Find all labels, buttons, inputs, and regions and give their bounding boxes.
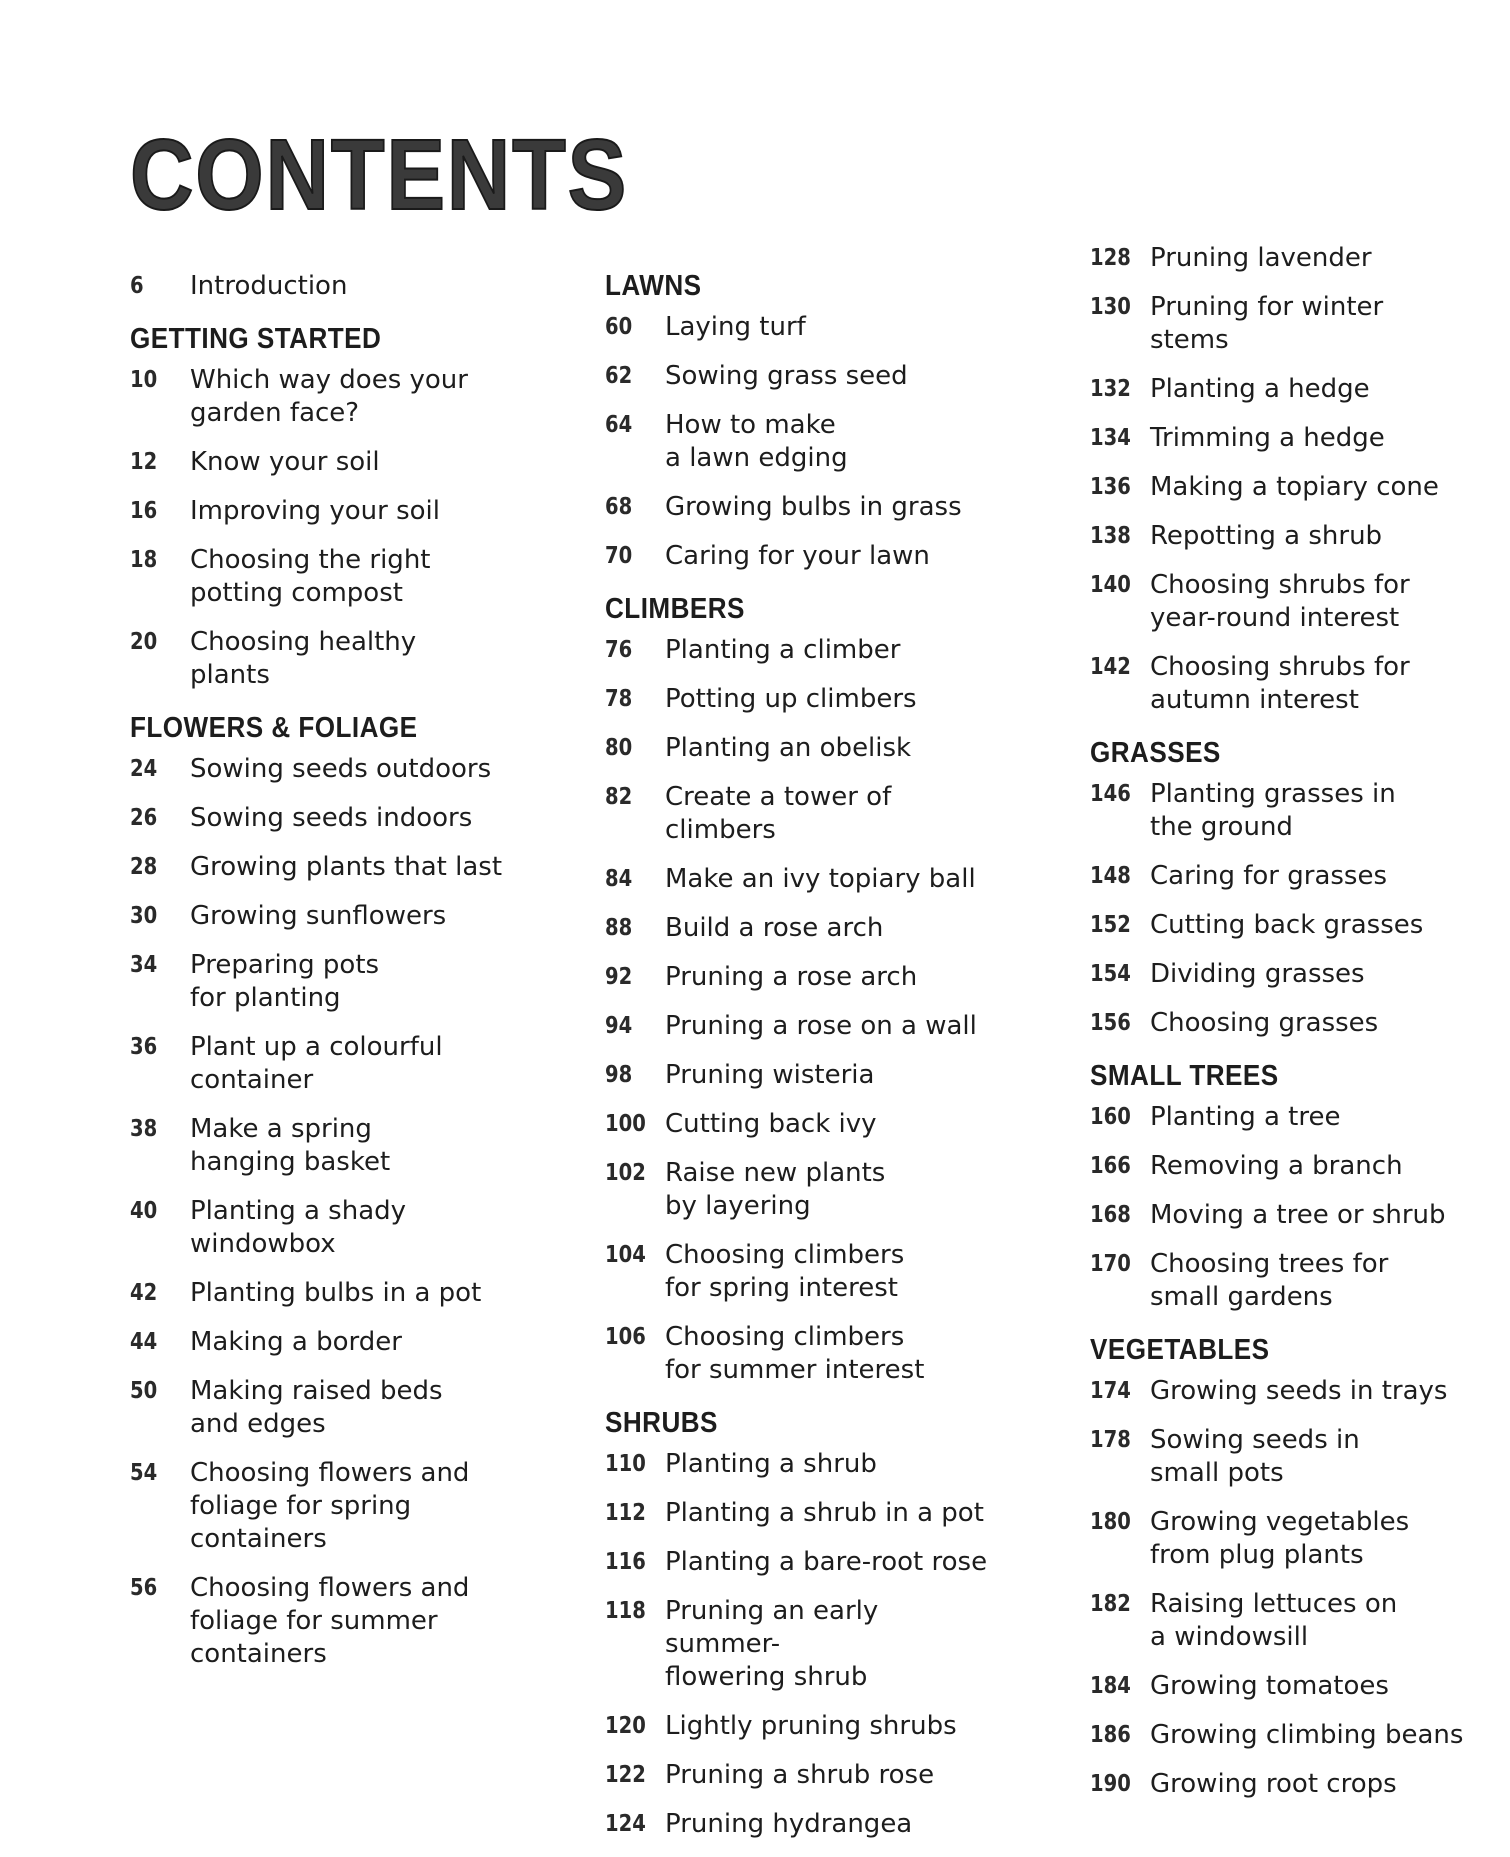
entry-title: Planting a climber	[665, 635, 901, 665]
contents-column-1	[130, 270, 530, 1687]
contents-section	[605, 270, 1005, 573]
contents-entry	[605, 1497, 1005, 1530]
entry-title: Trimming a hedge	[1150, 423, 1385, 453]
section-heading: GETTING STARTED	[130, 323, 382, 355]
page-number: 140	[1090, 572, 1131, 598]
contents-entry	[1090, 1101, 1490, 1134]
page-number: 94	[605, 1013, 633, 1039]
contents-section	[130, 323, 530, 692]
page-number: 70	[605, 543, 633, 569]
entry-title: Growing tomatoes	[1150, 1671, 1389, 1701]
entry-title: Choosing trees for small gardens	[1150, 1249, 1389, 1312]
contents-section	[1090, 737, 1490, 1040]
contents-entry	[1090, 651, 1490, 717]
page-number: 88	[605, 915, 633, 941]
entry-title: Choosing climbers for summer interest	[665, 1322, 925, 1385]
contents-entry	[1090, 1768, 1490, 1801]
contents-entry	[1090, 242, 1490, 275]
section-heading: CLIMBERS	[605, 593, 745, 625]
entry-title: Repotting a shrub	[1150, 521, 1383, 551]
page-number: 110	[605, 1451, 646, 1477]
contents-entry	[1090, 1150, 1490, 1183]
entry-title: Laying turf	[665, 312, 806, 342]
page-number: 78	[605, 686, 633, 712]
contents-entry	[130, 1031, 530, 1097]
page-number: 124	[605, 1811, 646, 1837]
contents-section	[1090, 1060, 1490, 1314]
contents-entry	[605, 1239, 1005, 1305]
entry-title: Pruning a rose arch	[665, 962, 918, 992]
contents-entry	[605, 1808, 1005, 1841]
contents-section	[605, 1407, 1005, 1841]
contents-entry	[1090, 1007, 1490, 1040]
entry-title: Sowing seeds outdoors	[190, 754, 492, 784]
entry-title: Sowing grass seed	[665, 361, 908, 391]
entry-title: Sowing seeds indoors	[190, 803, 473, 833]
page-number: 54	[130, 1460, 158, 1486]
contents-entry	[1090, 1375, 1490, 1408]
entry-title: Making a border	[190, 1327, 402, 1357]
contents-entry	[1090, 778, 1490, 844]
entry-title: Planting a shrub	[665, 1449, 877, 1479]
section-heading: LAWNS	[605, 270, 702, 302]
page-number: 182	[1090, 1591, 1131, 1617]
contents-entry	[130, 495, 530, 528]
entry-title: Choosing grasses	[1150, 1008, 1379, 1038]
page-number: 166	[1090, 1153, 1131, 1179]
entry-title: Lightly pruning shrubs	[665, 1711, 957, 1741]
contents-entry	[605, 1108, 1005, 1141]
contents-entry	[130, 753, 530, 786]
contents-entry	[605, 732, 1005, 765]
page-number: 18	[130, 547, 158, 573]
contents-entry	[1090, 291, 1490, 357]
entry-title: Raise new plants by layering	[665, 1158, 886, 1221]
contents-entry	[130, 1195, 530, 1261]
entry-title: Planting an obelisk	[665, 733, 912, 763]
contents-entry	[605, 1546, 1005, 1579]
entry-title: Preparing pots for planting	[190, 950, 380, 1013]
contents-section	[130, 270, 530, 303]
entry-title: Caring for your lawn	[665, 541, 930, 571]
page-number: 44	[130, 1329, 158, 1355]
entry-title: Caring for grasses	[1150, 861, 1388, 891]
page-number: 10	[130, 367, 158, 393]
page-number: 112	[605, 1500, 646, 1526]
entry-title: Planting grasses in the ground	[1150, 779, 1396, 842]
contents-entry	[605, 1321, 1005, 1387]
page-number: 118	[605, 1598, 646, 1624]
contents-entry	[1090, 422, 1490, 455]
entry-title: Making a topiary cone	[1150, 472, 1439, 502]
page-number: 136	[1090, 474, 1131, 500]
entry-title: Improving your soil	[190, 496, 441, 526]
entry-title: Which way does your garden face?	[190, 365, 468, 428]
contents-entry	[1090, 1588, 1490, 1654]
entry-title: Planting a shady windowbox	[190, 1196, 407, 1259]
entry-title: Make a spring hanging basket	[190, 1114, 391, 1177]
entry-title: Growing seeds in trays	[1150, 1376, 1448, 1406]
contents-section	[605, 593, 1005, 1387]
contents-entry	[130, 802, 530, 835]
entry-title: Growing root crops	[1150, 1769, 1397, 1799]
entry-title: Planting a shrub in a pot	[665, 1498, 984, 1528]
contents-entry	[1090, 860, 1490, 893]
entry-title: Choosing the right potting compost	[190, 545, 431, 608]
entry-title: Create a tower of climbers	[665, 782, 892, 845]
page-number: 64	[605, 412, 633, 438]
contents-entry	[605, 540, 1005, 573]
entry-title: Removing a branch	[1150, 1151, 1403, 1181]
contents-entry	[1090, 1670, 1490, 1703]
contents-entry	[130, 270, 530, 303]
entry-title: Growing sunflowers	[190, 901, 447, 931]
entry-title: Pruning a rose on a wall	[665, 1011, 977, 1041]
page-number: 184	[1090, 1673, 1131, 1699]
entry-title: Introduction	[190, 271, 348, 301]
contents-entry	[1090, 958, 1490, 991]
page-number: 36	[130, 1034, 158, 1060]
contents-entry	[130, 1277, 530, 1310]
page-number: 60	[605, 314, 633, 340]
entry-title: Growing climbing beans	[1150, 1720, 1464, 1750]
contents-entry	[130, 900, 530, 933]
entry-title: Growing vegetables from plug plants	[1150, 1507, 1410, 1570]
page-number: 28	[130, 854, 158, 880]
contents-entry	[605, 1059, 1005, 1092]
page-number: 146	[1090, 781, 1131, 807]
entry-title: Build a rose arch	[665, 913, 884, 943]
page-number: 160	[1090, 1104, 1131, 1130]
contents-entry	[605, 1448, 1005, 1481]
contents-entry	[130, 1326, 530, 1359]
contents-entry	[605, 1010, 1005, 1043]
page-number: 100	[605, 1111, 646, 1137]
entry-title: Know your soil	[190, 447, 380, 477]
page-number: 80	[605, 735, 633, 761]
contents-entry	[130, 851, 530, 884]
page-number: 154	[1090, 961, 1131, 987]
contents-entry	[1090, 1424, 1490, 1490]
contents-entry	[605, 781, 1005, 847]
entry-title: Making raised beds and edges	[190, 1376, 443, 1439]
section-heading: FLOWERS & FOLIAGE	[130, 712, 418, 744]
contents-section	[1090, 242, 1490, 717]
entry-title: Pruning for winter stems	[1150, 292, 1384, 355]
contents-section	[1090, 1334, 1490, 1801]
page-number: 138	[1090, 523, 1131, 549]
page-number: 106	[605, 1324, 646, 1350]
page-number: 6	[130, 273, 144, 299]
contents-entry	[1090, 373, 1490, 406]
page-number: 76	[605, 637, 633, 663]
entry-title: Planting a tree	[1150, 1102, 1341, 1132]
contents-entry	[1090, 1506, 1490, 1572]
contents-entry	[130, 544, 530, 610]
entry-title: Sowing seeds in small pots	[1150, 1425, 1360, 1488]
entry-title: Planting a hedge	[1150, 374, 1370, 404]
page-number: 50	[130, 1378, 158, 1404]
entry-title: Potting up climbers	[665, 684, 917, 714]
entry-title: Moving a tree or shrub	[1150, 1200, 1446, 1230]
page-number: 190	[1090, 1771, 1131, 1797]
section-heading: GRASSES	[1090, 737, 1221, 769]
contents-entry	[605, 491, 1005, 524]
entry-title: Plant up a colourful container	[190, 1032, 443, 1095]
page-title: CONTENTS	[130, 119, 629, 231]
page-number: 132	[1090, 376, 1131, 402]
page-number: 84	[605, 866, 633, 892]
contents-entry	[605, 409, 1005, 475]
contents-entry	[1090, 1248, 1490, 1314]
page-number: 26	[130, 805, 158, 831]
page-number: 122	[605, 1762, 646, 1788]
contents-column-3	[1090, 242, 1490, 1817]
page-number: 152	[1090, 912, 1131, 938]
section-heading: SMALL TREES	[1090, 1060, 1279, 1092]
page-number: 156	[1090, 1010, 1131, 1036]
page-number: 168	[1090, 1202, 1131, 1228]
page-number: 20	[130, 629, 158, 655]
contents-entry	[130, 1457, 530, 1556]
contents-entry	[605, 1595, 1005, 1694]
page-number: 134	[1090, 425, 1131, 451]
page-number: 38	[130, 1116, 158, 1142]
entry-title: How to make a lawn edging	[665, 410, 848, 473]
page-number: 98	[605, 1062, 633, 1088]
page-number: 62	[605, 363, 633, 389]
contents-entry	[130, 949, 530, 1015]
contents-entry	[1090, 1199, 1490, 1232]
entry-title: Make an ivy topiary ball	[665, 864, 976, 894]
contents-entry	[605, 1710, 1005, 1743]
entry-title: Planting a bare-root rose	[665, 1547, 988, 1577]
entry-title: Pruning an early summer- flowering shrub	[665, 1596, 879, 1692]
section-heading: VEGETABLES	[1090, 1334, 1270, 1366]
contents-entry	[1090, 1719, 1490, 1752]
page-number: 178	[1090, 1427, 1131, 1453]
entry-title: Pruning a shrub rose	[665, 1760, 935, 1790]
page-number: 34	[130, 952, 158, 978]
page-number: 148	[1090, 863, 1131, 889]
contents-entry	[1090, 569, 1490, 635]
page-number: 104	[605, 1242, 646, 1268]
page-number: 120	[605, 1713, 646, 1739]
entry-title: Choosing climbers for spring interest	[665, 1240, 905, 1303]
page-number: 102	[605, 1160, 646, 1186]
entry-title: Choosing shrubs for autumn interest	[1150, 652, 1410, 715]
contents-entry	[605, 360, 1005, 393]
entry-title: Cutting back ivy	[665, 1109, 877, 1139]
entry-title: Dividing grasses	[1150, 959, 1365, 989]
contents-entry	[130, 1375, 530, 1441]
page-number: 92	[605, 964, 633, 990]
page-number: 24	[130, 756, 158, 782]
entry-title: Cutting back grasses	[1150, 910, 1424, 940]
entry-title: Planting bulbs in a pot	[190, 1278, 482, 1308]
contents-entry	[605, 863, 1005, 896]
contents-entry	[605, 1157, 1005, 1223]
entry-title: Pruning hydrangea	[665, 1809, 913, 1839]
contents-entry	[130, 626, 530, 692]
contents-entry	[1090, 520, 1490, 553]
contents-entry	[130, 446, 530, 479]
page-number: 30	[130, 903, 158, 929]
contents-column-2	[605, 250, 1005, 1857]
entry-title: Choosing flowers and foliage for summer containers	[190, 1573, 470, 1669]
contents-entry	[605, 634, 1005, 667]
contents-entry	[130, 364, 530, 430]
page-number: 40	[130, 1198, 158, 1224]
page-number: 12	[130, 449, 158, 475]
contents-section	[130, 712, 530, 1671]
contents-entry	[605, 961, 1005, 994]
contents-entry	[1090, 471, 1490, 504]
entry-title: Choosing flowers and foliage for spring containers	[190, 1458, 470, 1554]
page-number: 82	[605, 784, 633, 810]
entry-title: Choosing shrubs for year-round interest	[1150, 570, 1410, 633]
contents-entry	[1090, 909, 1490, 942]
page-number: 170	[1090, 1251, 1131, 1277]
entry-title: Growing bulbs in grass	[665, 492, 962, 522]
contents-entry	[605, 683, 1005, 716]
contents-entry	[130, 1572, 530, 1671]
page-number: 180	[1090, 1509, 1131, 1535]
page-number: 68	[605, 494, 633, 520]
entry-title: Pruning lavender	[1150, 243, 1372, 273]
entry-title: Pruning wisteria	[665, 1060, 875, 1090]
page-number: 42	[130, 1280, 158, 1306]
contents-entry	[605, 1759, 1005, 1792]
entry-title: Growing plants that last	[190, 852, 503, 882]
page-number: 56	[130, 1575, 158, 1601]
page-number: 186	[1090, 1722, 1131, 1748]
contents-entry	[130, 1113, 530, 1179]
contents-entry	[605, 311, 1005, 344]
page-number: 128	[1090, 245, 1131, 271]
contents-entry	[605, 912, 1005, 945]
page-number: 174	[1090, 1378, 1131, 1404]
entry-title: Raising lettuces on a windowsill	[1150, 1589, 1398, 1652]
entry-title: Choosing healthy plants	[190, 627, 417, 690]
page-number: 142	[1090, 654, 1131, 680]
page-number: 130	[1090, 294, 1131, 320]
page-number: 116	[605, 1549, 646, 1575]
section-heading: SHRUBS	[605, 1407, 718, 1439]
page-number: 16	[130, 498, 158, 524]
